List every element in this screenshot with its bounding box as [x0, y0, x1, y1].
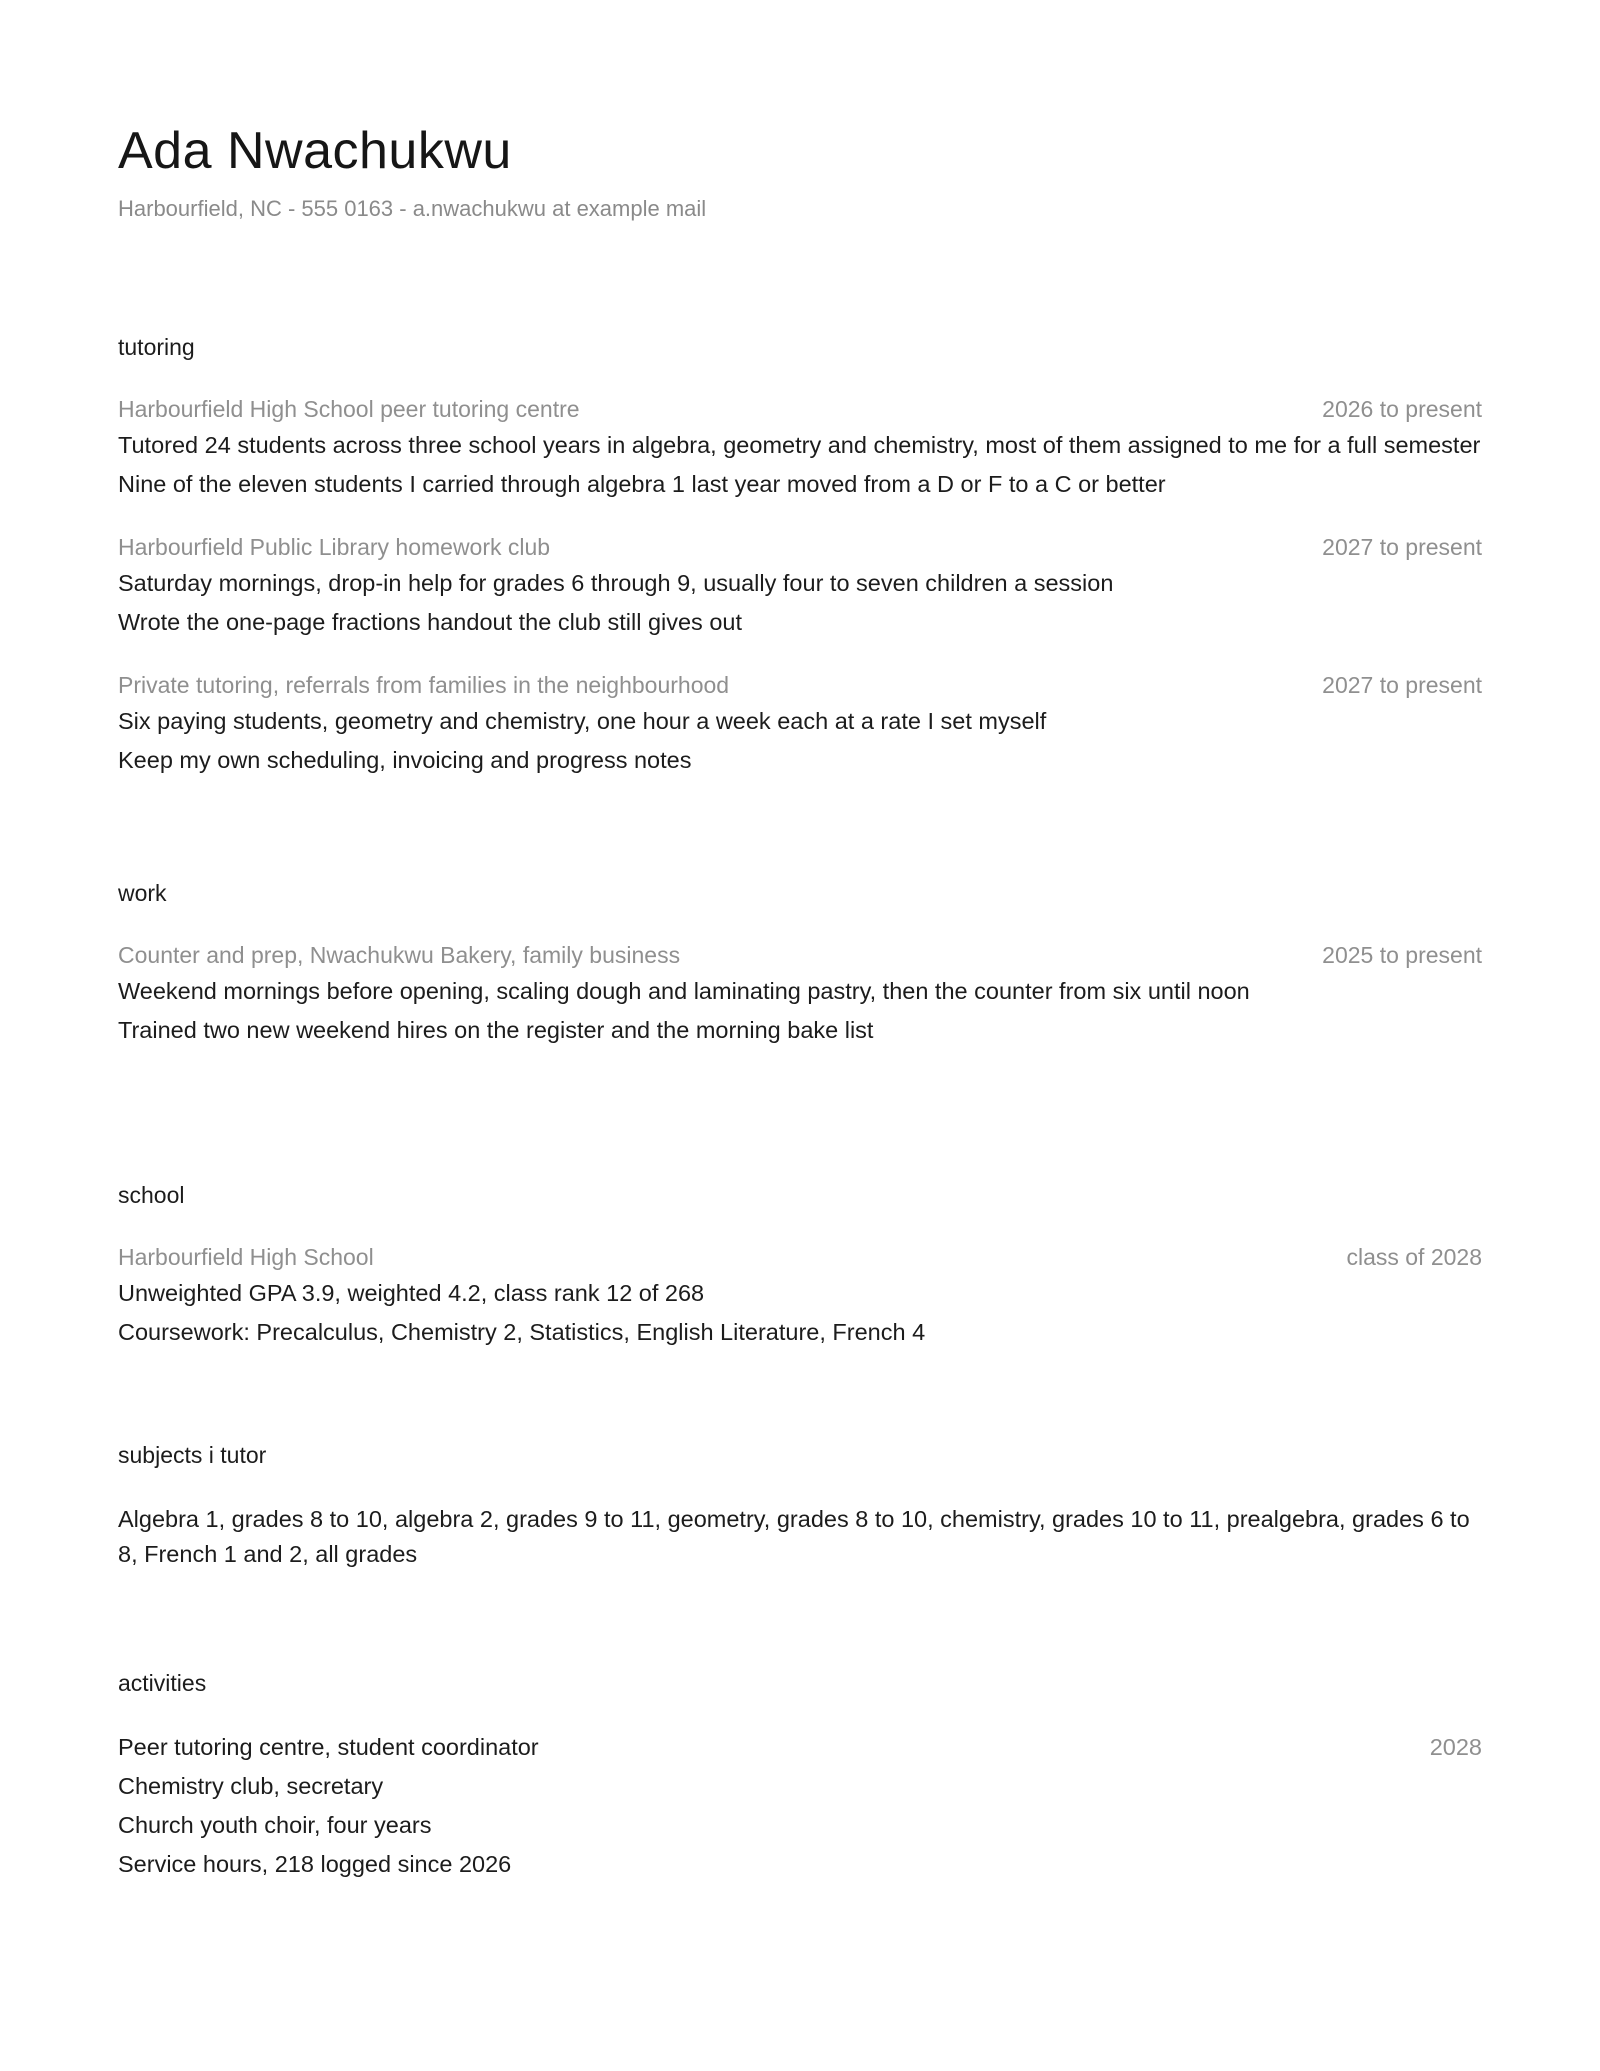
- entry-dates: 2027 to present: [1322, 672, 1482, 698]
- activity-item: [118, 1847, 1482, 1882]
- entry-bullet: Unweighted GPA 3.9, weighted 4.2, class rank 12 of 268: [118, 1280, 705, 1306]
- section-title-subjects: subjects i tutor: [118, 1442, 267, 1468]
- entry-bullet: Keep my own scheduling, invoicing and progress notes: [118, 747, 692, 773]
- work-entry: [118, 940, 1482, 1048]
- entry-bullet: Nine of the eleven students I carried through algebra 1 last year moved from a D or F to a C or better: [118, 471, 1166, 497]
- entry-bullet: Trained two new weekend hires on the register and the morning bake list: [118, 1017, 874, 1043]
- entry-org: Harbourfield High School peer tutoring centre: [118, 396, 580, 422]
- entry-org: Harbourfield High School: [118, 1244, 374, 1270]
- section-title-work: work: [118, 880, 167, 906]
- entry-bullet: Tutored 24 students across three school years in algebra, geometry and chemistry, most of them assigned to me for a full semester: [118, 432, 1481, 458]
- tutoring-entry: [118, 532, 1482, 640]
- activity-text: Chemistry club, secretary: [118, 1773, 384, 1799]
- entry-dates: 2025 to present: [1322, 942, 1482, 968]
- section-title-activities: activities: [118, 1670, 207, 1696]
- contact-line: Harbourfield, NC - 555 0163 - a.nwachukwu at example mail: [118, 196, 707, 221]
- section-title-school: school: [118, 1182, 185, 1208]
- activity-item: [118, 1730, 1482, 1765]
- entry-dates: 2026 to present: [1322, 396, 1482, 422]
- entry-header: [118, 940, 1482, 970]
- entry-bullet: Six paying students, geometry and chemistry, one hour a week each at a rate I set myself: [118, 708, 1047, 734]
- entry-org: Counter and prep, Nwachukwu Bakery, family business: [118, 942, 681, 968]
- section-subjects: [118, 1440, 1482, 1572]
- section-title-tutoring: tutoring: [118, 334, 195, 360]
- activity-text: Church youth choir, four years: [118, 1812, 432, 1838]
- entry-dates: 2027 to present: [1322, 534, 1482, 560]
- candidate-name: Ada Nwachukwu: [118, 122, 512, 180]
- entry-org: Harbourfield Public Library homework club: [118, 534, 551, 560]
- section-school: [118, 1180, 1482, 1350]
- entry-dates: class of 2028: [1346, 1244, 1482, 1270]
- activity-item: [118, 1769, 1482, 1804]
- entry-header: [118, 1242, 1482, 1272]
- entry-bullet: Wrote the one-page fractions handout the club still gives out: [118, 609, 743, 635]
- section-activities: [118, 1668, 1482, 1882]
- activity-date: 2028: [1429, 1734, 1482, 1760]
- activity-item: [118, 1808, 1482, 1843]
- entry-bullet: Coursework: Precalculus, Chemistry 2, Statistics, English Literature, French 4: [118, 1319, 926, 1345]
- section-tutoring: [118, 332, 1482, 778]
- entry-header: [118, 394, 1482, 424]
- section-work: [118, 878, 1482, 1048]
- entry-header: [118, 670, 1482, 700]
- entry-bullet: Saturday mornings, drop-in help for grades 6 through 9, usually four to seven children a session: [118, 570, 1114, 596]
- subjects-text: Algebra 1, grades 8 to 10, algebra 2, grades 9 to 11, geometry, grades 8 to 10, chemistry, grades 10 to 11, prealgebra, grades 6 to 8, French 1 and 2, all grades: [118, 1506, 1470, 1567]
- entry-header: [118, 532, 1482, 562]
- tutoring-entry: [118, 394, 1482, 502]
- activity-text: Peer tutoring centre, student coordinator: [118, 1734, 539, 1760]
- school-entry: [118, 1242, 1482, 1350]
- entry-bullet: Weekend mornings before opening, scaling dough and laminating pastry, then the counter from six until noon: [118, 978, 1250, 1004]
- tutoring-entry: [118, 670, 1482, 778]
- activity-text: Service hours, 218 logged since 2026: [118, 1851, 512, 1877]
- entry-org: Private tutoring, referrals from families in the neighbourhood: [118, 672, 730, 698]
